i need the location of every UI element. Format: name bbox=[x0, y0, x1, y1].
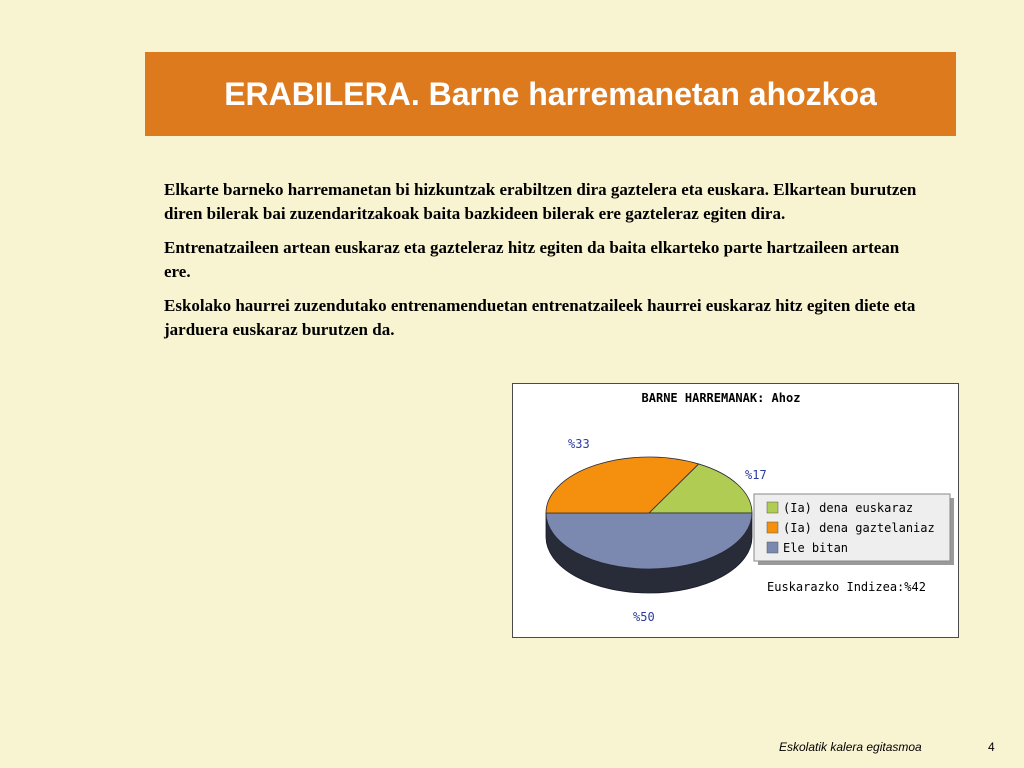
legend-swatch-gaztelaniaz bbox=[767, 522, 778, 533]
slide-title: ERABILERA. Barne harremanetan ahozkoa bbox=[224, 75, 877, 112]
page-number: 4 bbox=[988, 740, 995, 754]
slice-label-ele-bitan: %50 bbox=[633, 610, 655, 624]
legend-swatch-euskaraz bbox=[767, 502, 778, 513]
legend-label-euskaraz: (Ia) dena euskaraz bbox=[783, 501, 914, 515]
slice-label-gaztelaniaz: %33 bbox=[568, 437, 590, 451]
chart-annotation: Euskarazko Indizea:%42 bbox=[767, 580, 926, 594]
pie-top bbox=[546, 457, 752, 569]
footer-text: Eskolatik kalera egitasmoa bbox=[779, 740, 922, 754]
legend-label-gaztelaniaz: (Ia) dena gaztelaniaz bbox=[783, 521, 935, 535]
paragraph-3: Eskolako haurrei zuzendutako entrenamenduetan entrenatzaileek haurrei euskaraz hitz egiten diete eta jarduera euskaraz burutzen da. bbox=[164, 296, 916, 339]
chart-legend bbox=[754, 494, 954, 565]
slide-body bbox=[164, 178, 924, 352]
chart-title: BARNE HARREMANAK: Ahoz bbox=[641, 391, 801, 405]
legend-swatch-ele-bitan bbox=[767, 542, 778, 553]
legend-label-ele-bitan: Ele bitan bbox=[783, 541, 849, 555]
paragraph-1: Elkarte barneko harremanetan bi hizkuntzak erabiltzen dira gaztelera eta euskara. Elkartean burutzen diren bilerak bai zuzendaritzakoak baita bazkideen bilerak ere gazteleraz egiten dira. bbox=[164, 180, 917, 223]
pie-chart bbox=[512, 383, 959, 638]
paragraph-2: Entrenatzaileen artean euskaraz eta gazteleraz hitz egiten da baita elkarteko parte hartzaileen artean ere. bbox=[164, 238, 900, 281]
title-bar bbox=[145, 52, 956, 136]
slice-label-euskaraz: %17 bbox=[745, 468, 767, 482]
